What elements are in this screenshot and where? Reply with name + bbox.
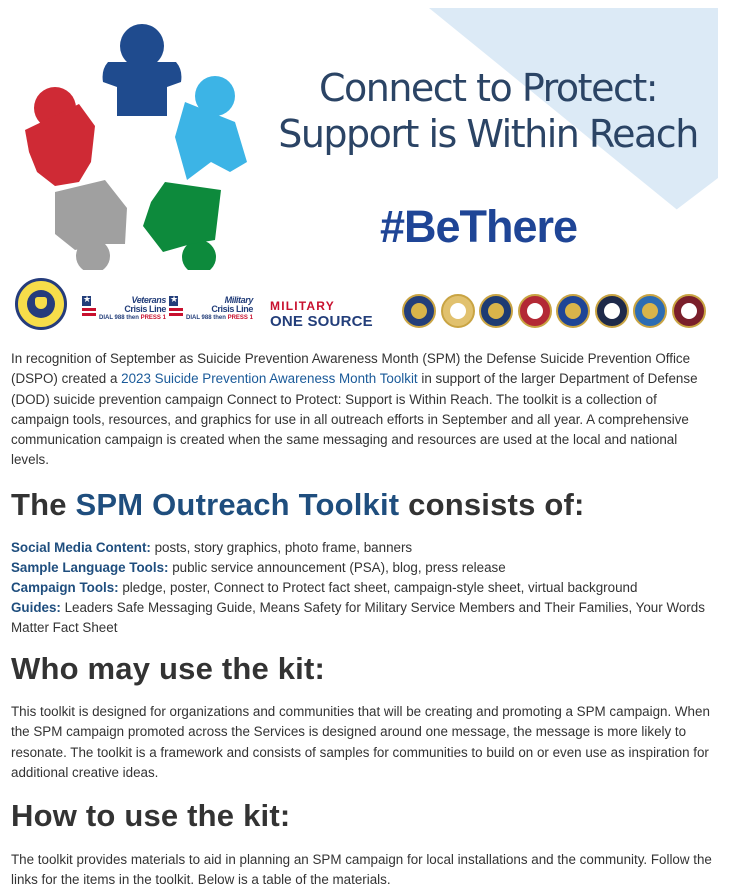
main-content xyxy=(11,349,718,888)
how-paragraph: The toolkit provides materials to aid in planning an SPM campaign for local installations and the community. Follow the links for the items in the toolkit. Below is a table of the materials. xyxy=(11,852,712,888)
toolkit-heading-pre: The xyxy=(11,487,76,522)
dod-seal xyxy=(402,294,436,328)
toolkit-heading-accent: SPM Outreach Toolkit xyxy=(75,487,400,522)
light-blue-person-figure xyxy=(175,76,247,180)
list-item-value: Leaders Safe Messaging Guide, Means Safety for Military Service Members and Their Families, Your Words Matter Fact Sheet xyxy=(11,600,705,635)
national-guard-seal-emblem xyxy=(681,303,697,319)
red-person-figure xyxy=(25,87,95,186)
list-item-value: pledge, poster, Connect to Protect fact sheet, campaign-style sheet, virtual background xyxy=(118,580,638,595)
list-item xyxy=(11,538,718,558)
campaign-title xyxy=(268,65,708,157)
list-item-key[interactable]: Social Media Content: xyxy=(11,540,151,555)
blue-person-figure xyxy=(103,24,182,116)
navy-seal-emblem xyxy=(488,303,504,319)
list-item xyxy=(11,598,718,638)
who-heading: Who may use the kit: xyxy=(11,651,326,686)
space-force-seal xyxy=(595,294,629,328)
veterans-crisis-press: PRESS 1 xyxy=(140,315,166,321)
air-force-seal-emblem xyxy=(565,303,581,319)
navy-seal xyxy=(479,294,513,328)
spm-toolkit-link[interactable]: 2023 Suicide Prevention Awareness Month Toolkit xyxy=(121,371,418,387)
list-item-key[interactable]: Campaign Tools: xyxy=(11,580,119,595)
intro-text-start: In recognition of September as Suicide Prevention Awareness Month (SPM) the Defense Suicide Prevention Office (DSPO) created a xyxy=(11,351,691,387)
flag-icon: ★ xyxy=(82,296,96,316)
dspo-seal-logo xyxy=(15,278,67,330)
military-onesource-logo[interactable] xyxy=(270,298,373,330)
military-crisis-press: PRESS 1 xyxy=(227,315,253,321)
list-item-value: public service announcement (PSA), blog, press release xyxy=(168,560,506,575)
intro-paragraph xyxy=(11,349,718,471)
list-item-value: posts, story graphics, photo frame, banners xyxy=(150,540,413,555)
veterans-crisis-label-1: Veterans xyxy=(131,295,166,305)
coast-guard-seal-emblem xyxy=(642,303,658,319)
veterans-crisis-line-logo[interactable] xyxy=(82,296,166,323)
grey-person-figure xyxy=(55,180,127,270)
army-seal-emblem xyxy=(450,303,466,319)
military-crisis-dial-text: DIAL 988 then xyxy=(186,315,228,321)
people-circle-graphic xyxy=(15,12,250,270)
military-crisis-label-1: Military xyxy=(224,295,253,305)
list-item-key[interactable]: Sample Language Tools: xyxy=(11,560,169,575)
veterans-crisis-dial-text: DIAL 988 then xyxy=(99,315,141,321)
national-guard-seal xyxy=(672,294,706,328)
coast-guard-seal xyxy=(633,294,667,328)
list-item xyxy=(11,578,718,598)
toolkit-heading xyxy=(11,487,585,523)
campaign-title-line-1: Connect to Protect: xyxy=(318,66,658,110)
green-person-figure xyxy=(143,182,221,270)
flag-icon: ★ xyxy=(169,296,183,316)
marine-corps-seal xyxy=(518,294,552,328)
campaign-title-line-2: Support is Within Reach xyxy=(278,112,698,156)
air-force-seal xyxy=(556,294,590,328)
onesource-label-1: MILITARY xyxy=(270,299,335,313)
onesource-label-2: ONE SOURCE xyxy=(270,313,373,330)
bethere-hashtag: #BeThere xyxy=(379,201,578,252)
dod-seal-emblem xyxy=(411,303,427,319)
space-force-seal-emblem xyxy=(604,303,620,319)
army-seal xyxy=(441,294,475,328)
military-crisis-label-2: Crisis Line xyxy=(211,304,253,314)
list-item-key[interactable]: Guides: xyxy=(11,600,61,615)
marine-corps-seal-emblem xyxy=(527,303,543,319)
military-crisis-line-logo[interactable] xyxy=(169,296,253,323)
list-item xyxy=(11,558,718,578)
veterans-crisis-dial xyxy=(99,314,166,323)
campaign-banner xyxy=(11,8,718,270)
how-heading: How to use the kit: xyxy=(11,798,291,833)
military-crisis-dial xyxy=(186,314,253,323)
who-paragraph: This toolkit is designed for organizations and communities that will be creating and promoting a SPM campaign. When the SPM campaign promoted across the Services is designed around one message, the message is more likely to resonate. The toolkit is a framework and consists of samples for communities to build on or even use as inspiration for additional creative ideas. xyxy=(11,704,710,780)
toolkit-heading-post: consists of: xyxy=(399,487,585,522)
toolkit-items-list xyxy=(11,538,718,638)
intro-text-end: in support of the larger Department of Defense (DOD) suicide prevention campaign Connect to Protect: Support is Within Reach. The toolkit is a collection of campaign tools, resources, and graphics for use in all outreach efforts in September and all year. A comprehensive communication campaign is created when the same messaging and resources are used at the local and national levels. xyxy=(11,371,698,468)
veterans-crisis-label-2: Crisis Line xyxy=(124,304,166,314)
partner-logo-strip xyxy=(11,272,718,342)
